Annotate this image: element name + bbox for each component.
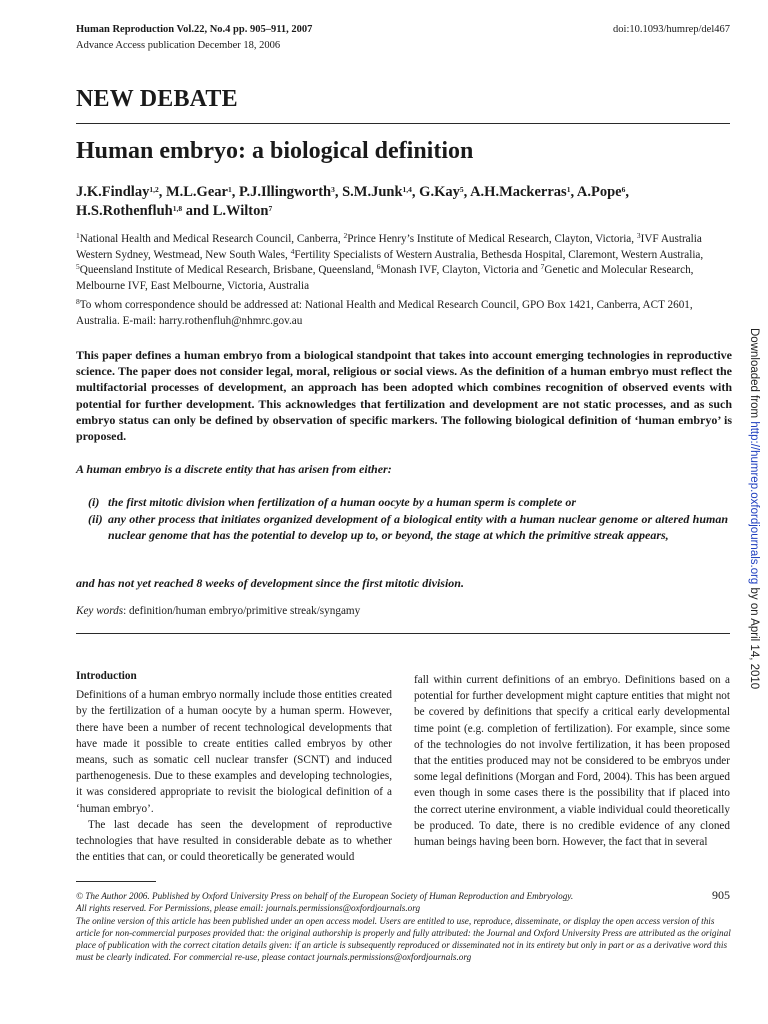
author-separator: , <box>334 184 343 200</box>
author-separator: , <box>158 184 166 200</box>
affiliation-text: Fertility Specialists of Western Australia, Bethesda Hospital, Claremont, Western Australia, <box>294 248 704 261</box>
download-side-note-text <box>748 328 760 689</box>
affiliation-marker: 7 <box>540 262 545 272</box>
affiliation-marker: 6 <box>376 262 381 272</box>
author-separator: , <box>463 184 471 200</box>
author-affiliation-marker: 1,8 <box>172 204 183 213</box>
affiliation-text: Genetic and Molecular Research, Melbourne IVF, East Melbourne, Victoria, Australia <box>76 264 694 292</box>
doi-label: doi:10.1093/humrep/del467 <box>613 24 730 35</box>
download-side-note <box>742 328 762 688</box>
author-name: A.Pope <box>576 184 622 200</box>
definition-list <box>88 494 728 544</box>
author-affiliation-marker: 1 <box>227 185 232 194</box>
affiliation-marker: 4 <box>290 246 295 256</box>
download-prefix: Downloaded from <box>748 328 760 422</box>
keywords-label: Key words <box>76 605 124 617</box>
author-separator: , <box>411 184 420 200</box>
author-affiliation-marker: 1,2 <box>149 185 159 194</box>
definition-item-text: any other process that initiates organized development of a biological entity with a human nuclear genome or altered human nuclear genome that has the potential to develop up to, or beyond, the stage at which the primitive streak appears, <box>108 511 728 542</box>
keywords <box>76 605 360 617</box>
author-affiliation-marker: 6 <box>621 185 626 194</box>
author-name: M.L.Gear <box>165 184 228 200</box>
author-affiliation-marker: 5 <box>459 185 464 194</box>
author-list <box>76 183 736 221</box>
body-paragraph: fall within current definitions of an embryo. Definitions based on a potential for further development might capture entities that might not be covered by definitions that specify a critical early developmental time point (e.g. completion of fertilization). For example, since some of the technologies do not involve fertilization, it has been proposed that the entities produced may not be considered to be embryos under some legal definitions (Morgan and Ford, 2004). This has been argued even though in some cases there is the possibility that if placed into the correct uterine environment, a viable individual could theoretically be produced. To date, there is no credible evidence of any cloned human beings having been born. However, the fact that in several <box>414 674 730 849</box>
definition-item <box>88 511 728 544</box>
keywords-value: : definition/human embryo/primitive streak/syngamy <box>123 605 361 617</box>
correspondence-note <box>76 298 736 329</box>
footer-notice <box>76 890 736 964</box>
affiliation-marker: 5 <box>76 262 80 272</box>
page-number: 905 <box>712 888 730 902</box>
author-affiliation-marker: 7 <box>268 204 273 213</box>
definition-item <box>88 494 728 511</box>
body-column-right <box>414 672 730 850</box>
section-label: NEW DEBATE <box>76 86 238 112</box>
correspondence-text: To whom correspondence should be addressed at: National Health and Medical Research Council, GPO Box 1421, Canberra, ACT 2601, Australia. E-mail: harry.rothenfluh@nhmrc.gov.au <box>76 299 693 327</box>
definition-item-number: (i) <box>88 495 100 509</box>
definition-close: and has not yet reached 8 weeks of development since the first mitotic division. <box>76 576 464 590</box>
body-paragraph: The last decade has seen the development of reproductive technologies that have resulted in considerable debate as to whether the entities that can, or could theoretically be generated would <box>76 818 392 864</box>
affiliation-text: Prince Henry’s Institute of Medical Research, Clayton, Victoria, <box>347 233 637 245</box>
body-paragraph: Definitions of a human embryo normally include those entities created by the fertilization of a human oocyte by a human sperm. However, there have been a number of recent technological developments that have made it possible to create entities called embryos by other means, such as somatic cell nuclear transfer (SCNT) and induced parthenogenesis. Due to these examples and developing technologies, it was considered appropriate to revisit the biological definition of a ‘human embryo’. <box>76 689 392 815</box>
body-divider <box>76 633 730 634</box>
definition-intro: A human embryo is a discrete entity that has arisen from either: <box>76 462 392 476</box>
author-separator: , <box>231 184 239 200</box>
body-column-left <box>76 668 392 865</box>
author-separator: and <box>182 203 213 219</box>
author-name: G.Kay <box>419 184 460 200</box>
journal-citation: Human Reproduction Vol.22, No.4 pp. 905–911, 2007 <box>76 24 313 35</box>
affiliation-text: Queensland Institute of Medical Research, Brisbane, Queensland, <box>79 264 377 277</box>
author-name: L.Wilton <box>212 203 269 219</box>
section-heading-introduction: Introduction <box>76 670 137 682</box>
rights-line: All rights reserved. For Permissions, please email: journals.permissions@oxfordjournals.org <box>76 903 421 914</box>
affiliation-text: Monash IVF, Clayton, Victoria and <box>380 264 541 277</box>
abstract: This paper defines a human embryo from a biological standpoint that takes into account emerging technologies in reproductive science. The paper does not consider legal, moral, religious or social views. As the definition of a human embryo must reflect the multifactorial processes of development, an approach has been adopted which combines recognition of observed events with potential for further development. This acknowledges that fertilization and development are not static processes, and as such embryo status can only be defined by observation of specific markers. The following biological definition of ‘human embryo’ is proposed. <box>76 348 732 444</box>
correspondence-marker: 8 <box>76 297 80 306</box>
affiliation-marker: 3 <box>636 231 641 240</box>
affiliation-text: National Health and Medical Research Council, Canberra, <box>79 233 344 245</box>
affiliation-list <box>76 232 736 294</box>
author-separator: , <box>570 184 577 200</box>
affiliation-text: IVF Australia Western Sydney, Westmead, New South Wales, <box>76 233 702 261</box>
author-name: P.J.Illingworth <box>238 184 332 200</box>
author-separator: , <box>625 184 629 200</box>
advance-access-note: Advance Access publication December 18, 2006 <box>76 40 281 51</box>
author-name: H.S.Rothenfluh <box>76 203 173 219</box>
author-name: S.M.Junk <box>342 184 403 200</box>
affiliation-marker: 2 <box>343 231 348 240</box>
open-access-notice: The online version of this article has been published under an open access model. Users are entitled to use, reproduce, disseminate, or display the open access version of this article for non-commercial purposes provided that: the original authorship is properly and fully attributed: the Journal and Oxford University Press are attributed as the original place of publication with the correct citation details given: if an article is subsequently reproduced or disseminated not in its entirety but only in part or as a derivative word this must be clearly indicated. For commercial re-use, please contact journals.permissions@oxfordjournals.org <box>76 915 731 963</box>
definition-item-number: (ii) <box>88 511 103 526</box>
author-name: A.H.Mackerras <box>470 184 567 200</box>
definition-item-text: the first mitotic division when fertilization of a human oocyte by a human sperm is complete or <box>108 495 577 509</box>
author-affiliation-marker: 1 <box>566 185 571 194</box>
article-title: Human embryo: a biological definition <box>76 138 474 164</box>
affiliation-marker: 1 <box>76 231 80 240</box>
section-divider <box>76 123 730 124</box>
author-affiliation-marker: 1,4 <box>402 185 412 194</box>
download-suffix: by on April 14, 2010 <box>748 584 760 690</box>
copyright-line: © The Author 2006. Published by Oxford University Press on behalf of the European Society of Human Reproduction and Embryology. <box>76 891 574 901</box>
journal-site-link[interactable]: http://humrep.oxfordjournals.org <box>748 421 760 585</box>
author-affiliation-marker: 3 <box>331 185 335 194</box>
author-name: J.K.Findlay <box>76 184 150 200</box>
footer-divider <box>76 881 156 882</box>
